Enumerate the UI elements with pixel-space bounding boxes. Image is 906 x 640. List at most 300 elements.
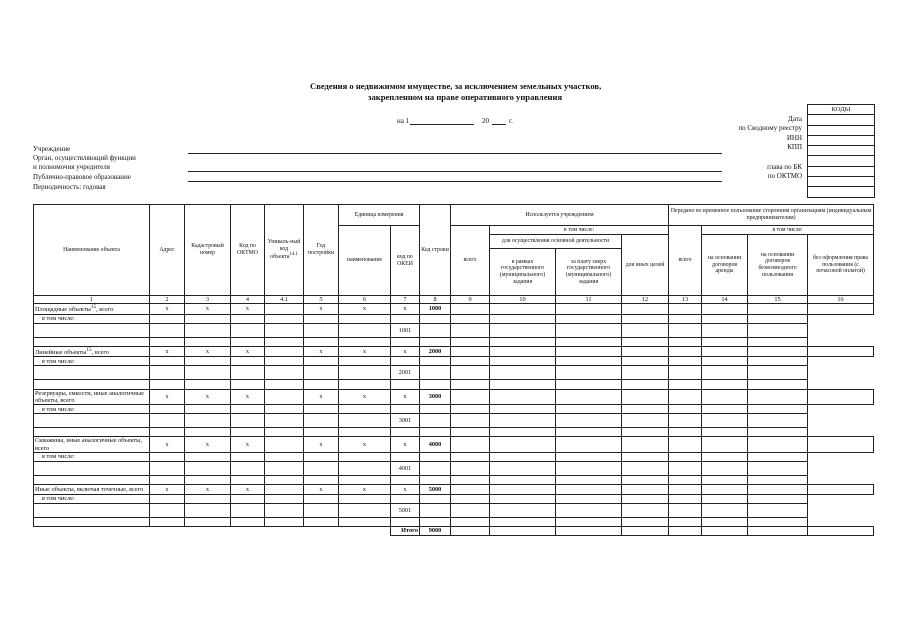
value-cell-col15[interactable] [702, 405, 748, 414]
x-cell: x [185, 485, 231, 494]
x-cell: x [185, 437, 231, 452]
value-cell-col13[interactable] [622, 452, 669, 461]
value-cell-col15[interactable] [702, 462, 748, 476]
empty-cell[interactable] [185, 366, 231, 380]
value-cell-col13[interactable] [622, 337, 669, 346]
col-number: 3 [185, 296, 231, 304]
value-cell-col13[interactable] [622, 428, 669, 437]
code-empty-cell-2[interactable] [808, 187, 875, 197]
value-cell-col13[interactable] [622, 314, 669, 323]
unique-code-cell[interactable] [265, 304, 304, 314]
value-cell-col15[interactable] [702, 494, 748, 503]
total-value-col13[interactable] [669, 526, 702, 535]
empty-cell[interactable] [265, 357, 304, 366]
code-inn-cell[interactable] [808, 135, 875, 145]
sub-name-cell[interactable] [34, 462, 150, 476]
value-cell-col12[interactable] [556, 503, 622, 517]
value-cell-col11[interactable] [490, 405, 556, 414]
value-cell-col12[interactable] [556, 323, 622, 337]
value-cell-col16[interactable] [748, 323, 808, 337]
value-cell-col16[interactable] [748, 428, 808, 437]
value-cell-col10[interactable] [490, 437, 556, 452]
value-cell-col16[interactable] [748, 452, 808, 461]
value-cell-col12[interactable] [622, 437, 669, 452]
row-name [34, 389, 150, 404]
value-cell-col12[interactable] [622, 304, 669, 314]
value-cell-col11[interactable] [490, 517, 556, 526]
value-cell-col14[interactable] [669, 428, 702, 437]
value-cell-col16[interactable] [748, 366, 808, 380]
empty-cell[interactable] [150, 414, 185, 428]
value-cell-col9[interactable] [420, 380, 451, 389]
value-cell-col15[interactable] [702, 337, 748, 346]
value-cell-col9[interactable] [451, 304, 490, 314]
value-cell-col13[interactable] [669, 389, 702, 404]
value-cell-col10[interactable] [451, 405, 490, 414]
empty-cell [339, 428, 391, 437]
empty-cell[interactable] [150, 357, 185, 366]
empty-cell [185, 428, 231, 437]
x-cell: x [150, 304, 185, 314]
value-cell-col16[interactable] [748, 405, 808, 414]
x-cell: x [231, 346, 265, 356]
value-cell-col11[interactable] [490, 476, 556, 485]
value-cell-col12[interactable] [556, 405, 622, 414]
value-cell-col9[interactable] [420, 405, 451, 414]
value-cell-col9[interactable] [420, 462, 451, 476]
value-cell-col14[interactable] [669, 357, 702, 366]
empty-cell[interactable] [150, 494, 185, 503]
row-code: 5000 [420, 485, 451, 494]
value-cell-col12[interactable] [622, 485, 669, 494]
value-cell-col11[interactable] [490, 414, 556, 428]
empty-cell[interactable] [391, 452, 420, 461]
empty-cell[interactable] [304, 503, 339, 517]
value-cell-col11[interactable] [490, 323, 556, 337]
empty-cell[interactable] [304, 462, 339, 476]
value-cell-col11[interactable] [490, 462, 556, 476]
row-code: 3000 [420, 389, 451, 404]
value-cell-col15[interactable] [702, 503, 748, 517]
value-cell-col14[interactable] [702, 346, 748, 356]
value-cell-col16[interactable] [808, 346, 874, 356]
empty-cell[interactable] [185, 314, 231, 323]
empty-cell[interactable] [339, 462, 391, 476]
value-cell-col12[interactable] [556, 357, 622, 366]
value-cell-col14[interactable] [702, 389, 748, 404]
empty-cell[interactable] [185, 462, 231, 476]
row-code: 1000 [420, 304, 451, 314]
value-cell-col14[interactable] [669, 337, 702, 346]
table-row-sub [34, 357, 874, 366]
value-cell-col13[interactable] [622, 323, 669, 337]
value-cell-col9[interactable] [420, 517, 451, 526]
value-cell-col10[interactable] [451, 366, 490, 380]
empty-cell [34, 517, 150, 526]
value-cell-col10[interactable] [451, 503, 490, 517]
value-cell-col9[interactable] [451, 485, 490, 494]
empty-cell[interactable] [150, 314, 185, 323]
value-cell-col9[interactable] [420, 476, 451, 485]
value-cell-col16[interactable] [748, 503, 808, 517]
value-cell-col12[interactable] [622, 389, 669, 404]
value-cell-col15[interactable] [748, 346, 808, 356]
value-cell-col14[interactable] [669, 323, 702, 337]
empty-cell[interactable] [150, 323, 185, 337]
value-cell-col15[interactable] [702, 414, 748, 428]
empty-cell[interactable] [265, 323, 304, 337]
empty-cell [391, 517, 420, 526]
value-cell-col14[interactable] [669, 494, 702, 503]
empty-cell[interactable] [339, 405, 391, 414]
empty-cell[interactable] [231, 314, 265, 323]
value-cell-col14[interactable] [669, 452, 702, 461]
field-founder-line[interactable] [188, 171, 722, 172]
empty-cell[interactable] [339, 414, 391, 428]
value-cell-col15[interactable] [748, 485, 808, 494]
value-cell-col9[interactable] [420, 428, 451, 437]
value-cell-col13[interactable] [622, 517, 669, 526]
value-cell-col16[interactable] [808, 485, 874, 494]
code-kpp-cell[interactable] [808, 146, 875, 156]
value-cell-col10[interactable] [490, 389, 556, 404]
empty-cell[interactable] [231, 503, 265, 517]
empty-cell[interactable] [339, 494, 391, 503]
value-cell-col15[interactable] [748, 304, 808, 314]
value-cell-col14[interactable] [669, 462, 702, 476]
value-cell-col14[interactable] [669, 476, 702, 485]
value-cell-col14[interactable] [702, 304, 748, 314]
col-number: 4 [231, 296, 265, 304]
value-cell-col11[interactable] [490, 314, 556, 323]
empty-cell[interactable] [265, 414, 304, 428]
empty-cell[interactable] [231, 357, 265, 366]
value-cell-col12[interactable] [556, 517, 622, 526]
value-cell-col14[interactable] [669, 366, 702, 380]
empty-cell[interactable] [150, 405, 185, 414]
empty-cell[interactable] [231, 414, 265, 428]
field-periodicity-label: Периодичность: годовая [33, 183, 106, 191]
value-cell-col11[interactable] [490, 494, 556, 503]
unique-code-cell[interactable] [265, 437, 304, 452]
x-cell: x [339, 485, 391, 494]
sub-name-cell[interactable] [34, 503, 150, 517]
total-value-col16[interactable] [808, 526, 874, 535]
value-cell-col15[interactable] [702, 314, 748, 323]
empty-cell[interactable] [231, 323, 265, 337]
empty-cell[interactable] [304, 357, 339, 366]
value-cell-col15[interactable] [702, 517, 748, 526]
value-cell-col12[interactable] [556, 494, 622, 503]
value-cell-col9[interactable] [451, 346, 490, 356]
value-cell-col12[interactable] [556, 428, 622, 437]
unique-code-cell[interactable] [265, 485, 304, 494]
value-cell-col13[interactable] [622, 476, 669, 485]
empty-cell[interactable] [304, 452, 339, 461]
x-cell: x [391, 304, 420, 314]
unique-code-cell[interactable] [265, 346, 304, 356]
value-cell-col11[interactable] [490, 452, 556, 461]
field-public-entity-line[interactable] [188, 181, 722, 182]
total-value-col9[interactable] [451, 526, 490, 535]
value-cell-col13[interactable] [669, 304, 702, 314]
x-cell: x [150, 485, 185, 494]
value-cell-col15[interactable] [748, 437, 808, 452]
empty-cell[interactable] [391, 357, 420, 366]
sub-name-cell[interactable] [34, 366, 150, 380]
value-cell-col9[interactable] [420, 323, 451, 337]
value-cell-col12[interactable] [622, 346, 669, 356]
empty-cell[interactable] [304, 405, 339, 414]
value-cell-col16[interactable] [748, 517, 808, 526]
value-cell-col10[interactable] [451, 414, 490, 428]
total-value-col15[interactable] [748, 526, 808, 535]
value-cell-col10[interactable] [451, 494, 490, 503]
value-cell-col9[interactable] [420, 357, 451, 366]
total-blank [34, 526, 391, 535]
date-suffix: г. [509, 117, 513, 125]
value-cell-col14[interactable] [669, 314, 702, 323]
value-cell-col10[interactable] [451, 462, 490, 476]
value-cell-col10[interactable] [451, 323, 490, 337]
code-label-kpp: КПП [787, 143, 802, 151]
empty-cell[interactable] [231, 366, 265, 380]
value-cell-col11[interactable] [490, 357, 556, 366]
unique-code-cell[interactable] [265, 389, 304, 404]
empty-cell[interactable] [339, 314, 391, 323]
sub-name-cell[interactable] [34, 323, 150, 337]
empty-cell[interactable] [339, 323, 391, 337]
value-cell-col16[interactable] [748, 494, 808, 503]
value-cell-col14[interactable] [669, 503, 702, 517]
code-empty-cell[interactable] [808, 156, 875, 166]
value-cell-col10[interactable] [451, 476, 490, 485]
x-cell: x [304, 346, 339, 356]
x-cell: x [391, 437, 420, 452]
row-code: 2000 [420, 346, 451, 356]
table-row [34, 485, 874, 494]
empty-cell[interactable] [304, 323, 339, 337]
code-bk-cell[interactable] [808, 166, 875, 176]
value-cell-col12[interactable] [556, 414, 622, 428]
value-cell-col11[interactable] [556, 304, 622, 314]
value-cell-col16[interactable] [748, 337, 808, 346]
row-code: 4001 [391, 462, 420, 476]
empty-cell[interactable] [150, 452, 185, 461]
value-cell-col12[interactable] [556, 314, 622, 323]
code-registry-cell[interactable] [808, 125, 875, 135]
date-year: 20 [482, 117, 489, 125]
row-name-text: Резервуары, емкости, иные аналогичные объекты, всего [35, 389, 144, 404]
x-cell: x [231, 485, 265, 494]
value-cell-col12[interactable] [556, 337, 622, 346]
empty-cell[interactable] [150, 503, 185, 517]
value-cell-col14[interactable] [669, 517, 702, 526]
code-date-cell[interactable] [808, 115, 875, 125]
value-cell-col9[interactable] [420, 503, 451, 517]
value-cell-col14[interactable] [702, 485, 748, 494]
total-value-col14[interactable] [702, 526, 748, 535]
empty-cell[interactable] [185, 503, 231, 517]
value-cell-col14[interactable] [669, 405, 702, 414]
value-cell-col15[interactable] [748, 389, 808, 404]
empty-cell[interactable] [265, 503, 304, 517]
value-cell-col9[interactable] [451, 389, 490, 404]
value-cell-col13[interactable] [669, 485, 702, 494]
empty-cell[interactable] [265, 462, 304, 476]
empty-cell[interactable] [185, 405, 231, 414]
total-value-col11[interactable] [556, 526, 622, 535]
value-cell-col16[interactable] [748, 462, 808, 476]
sub-name-cell[interactable] [34, 414, 150, 428]
value-cell-col11[interactable] [490, 337, 556, 346]
empty-cell[interactable] [265, 366, 304, 380]
value-cell-col10[interactable] [490, 346, 556, 356]
empty-cell[interactable] [339, 366, 391, 380]
value-cell-col10[interactable] [451, 428, 490, 437]
value-cell-col11[interactable] [490, 380, 556, 389]
empty-cell[interactable] [339, 452, 391, 461]
value-cell-col11[interactable] [556, 389, 622, 404]
col-number: 16 [808, 296, 874, 304]
value-cell-col14[interactable] [669, 380, 702, 389]
value-cell-col10[interactable] [490, 304, 556, 314]
empty-cell[interactable] [304, 366, 339, 380]
row-sub-label: в том числе: [34, 494, 150, 503]
value-cell-col16[interactable] [808, 304, 874, 314]
value-cell-col15[interactable] [702, 323, 748, 337]
empty-cell[interactable] [391, 405, 420, 414]
value-cell-col16[interactable] [748, 314, 808, 323]
empty-cell[interactable] [265, 452, 304, 461]
empty-cell[interactable] [304, 314, 339, 323]
row-name-sup: 15 [86, 346, 92, 353]
value-cell-col15[interactable] [702, 380, 748, 389]
value-cell-col15[interactable] [702, 366, 748, 380]
empty-cell[interactable] [185, 452, 231, 461]
empty-cell[interactable] [231, 405, 265, 414]
value-cell-col11[interactable] [556, 346, 622, 356]
col-number: 1 [34, 296, 150, 304]
code-oktmo-cell[interactable] [808, 177, 875, 187]
empty-cell[interactable] [265, 405, 304, 414]
value-cell-col11[interactable] [556, 485, 622, 494]
empty-cell[interactable] [231, 462, 265, 476]
value-cell-col10[interactable] [451, 314, 490, 323]
field-institution-line[interactable] [188, 153, 722, 154]
empty-cell[interactable] [339, 503, 391, 517]
value-cell-col9[interactable] [420, 452, 451, 461]
value-cell-col11[interactable] [556, 437, 622, 452]
hdr-unique-code [265, 205, 304, 296]
empty-cell[interactable] [185, 357, 231, 366]
value-cell-col11[interactable] [490, 366, 556, 380]
value-cell-col10[interactable] [451, 380, 490, 389]
empty-cell[interactable] [150, 366, 185, 380]
value-cell-col13[interactable] [669, 346, 702, 356]
value-cell-col11[interactable] [490, 503, 556, 517]
value-cell-col12[interactable] [556, 476, 622, 485]
value-cell-col14[interactable] [702, 437, 748, 452]
empty-cell[interactable] [339, 357, 391, 366]
value-cell-col13[interactable] [622, 494, 669, 503]
row-name [34, 437, 150, 452]
value-cell-col10[interactable] [451, 357, 490, 366]
value-cell-col9[interactable] [420, 494, 451, 503]
value-cell-col16[interactable] [748, 380, 808, 389]
value-cell-col12[interactable] [556, 462, 622, 476]
empty-cell[interactable] [265, 314, 304, 323]
value-cell-col9[interactable] [420, 337, 451, 346]
empty-cell[interactable] [391, 494, 420, 503]
value-cell-col13[interactable] [622, 405, 669, 414]
hdr-including2: в том числе: [702, 226, 874, 235]
value-cell-col12[interactable] [556, 452, 622, 461]
value-cell-col9[interactable] [420, 314, 451, 323]
value-cell-col16[interactable] [808, 389, 874, 404]
empty-cell[interactable] [231, 452, 265, 461]
empty-cell [304, 428, 339, 437]
value-cell-col10[interactable] [490, 485, 556, 494]
value-cell-col13[interactable] [622, 357, 669, 366]
empty-cell[interactable] [265, 494, 304, 503]
value-cell-col12[interactable] [556, 366, 622, 380]
value-cell-col10[interactable] [451, 337, 490, 346]
value-cell-col9[interactable] [420, 414, 451, 428]
value-cell-col12[interactable] [556, 380, 622, 389]
empty-cell [34, 476, 150, 485]
value-cell-col16[interactable] [748, 414, 808, 428]
value-cell-col10[interactable] [451, 452, 490, 461]
empty-cell[interactable] [150, 462, 185, 476]
value-cell-col13[interactable] [622, 380, 669, 389]
value-cell-col9[interactable] [420, 366, 451, 380]
value-cell-col15[interactable] [702, 357, 748, 366]
value-cell-col10[interactable] [451, 517, 490, 526]
value-cell-col15[interactable] [702, 428, 748, 437]
value-cell-col13[interactable] [622, 414, 669, 428]
total-label: Итого [391, 526, 420, 535]
empty-cell[interactable] [304, 414, 339, 428]
total-value-col12[interactable] [622, 526, 669, 535]
x-cell: x [150, 389, 185, 404]
empty-cell[interactable] [185, 494, 231, 503]
value-cell-col14[interactable] [669, 414, 702, 428]
total-value-col10[interactable] [490, 526, 556, 535]
value-cell-col16[interactable] [808, 437, 874, 452]
value-cell-col15[interactable] [702, 452, 748, 461]
empty-cell [34, 380, 150, 389]
value-cell-col16[interactable] [748, 476, 808, 485]
value-cell-col15[interactable] [702, 476, 748, 485]
value-cell-col9[interactable] [451, 437, 490, 452]
col-number: 15 [748, 296, 808, 304]
empty-cell[interactable] [185, 323, 231, 337]
empty-cell[interactable] [231, 494, 265, 503]
empty-cell[interactable] [304, 494, 339, 503]
table-row-sub [34, 452, 874, 461]
empty-cell[interactable] [391, 314, 420, 323]
value-cell-col13[interactable] [622, 503, 669, 517]
value-cell-col13[interactable] [622, 366, 669, 380]
value-cell-col16[interactable] [748, 357, 808, 366]
value-cell-col13[interactable] [622, 462, 669, 476]
code-label-registry: по Сводному реестру [738, 124, 802, 132]
empty-cell[interactable] [185, 414, 231, 428]
value-cell-col11[interactable] [490, 428, 556, 437]
value-cell-col13[interactable] [669, 437, 702, 452]
doc-title-line1: Сведения о недвижимом имуществе, за исключением земельных участков, [310, 81, 602, 91]
